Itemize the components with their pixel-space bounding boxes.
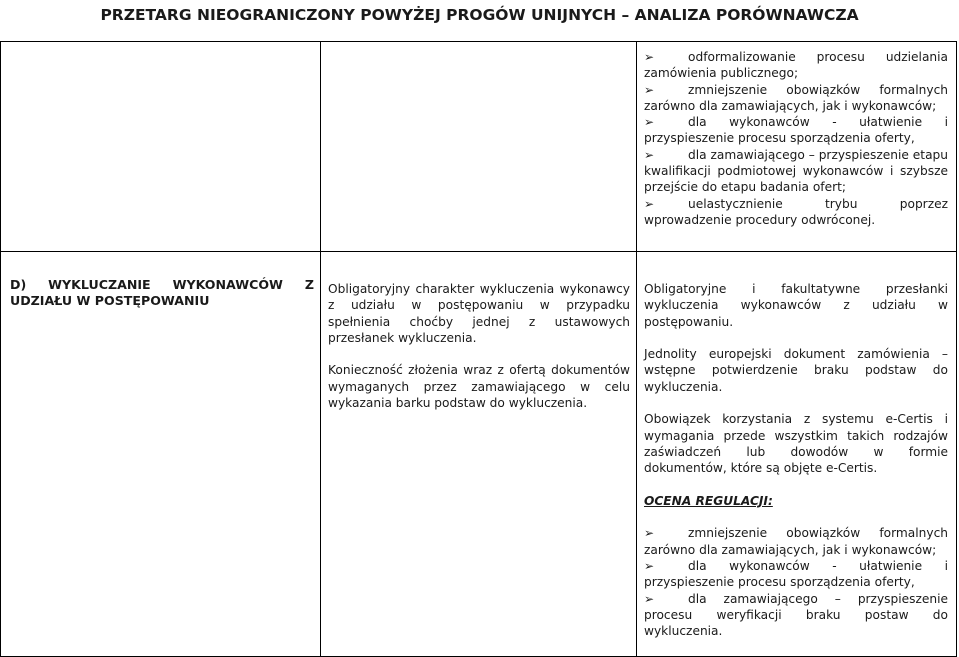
list-item: ➢ dla zamawiającego – przyspieszenie procesu weryfikacji braku postaw do wykluczenia. [644, 591, 948, 639]
paragraph: Obligatoryjny charakter wykluczenia wykonawcy z udziału w postępowaniu w przypadku spełnienia choćby jednej z ustawowych przesłanek wykluczenia. [328, 282, 630, 345]
section-d-col3 [644, 281, 948, 640]
list-item: ➢ dla zamawiającego – przyspieszenie etapu kwalifikacji podmiotowej wykonawców i szybsze przejście do etapu badania ofert; [644, 147, 948, 195]
list-item: ➢ zmniejszenie obowiązków formalnych zarówno dla zamawiających, jak i wykonawców; [644, 526, 948, 557]
paragraph: Konieczność złożenia wraz z ofertą dokumentów wymaganych przez zamawiającego w celu wykazania barku podstaw do wykluczenia. [328, 363, 630, 411]
paragraph: Jednolity europejski dokument zamówienia – wstępne potwierdzenie braku podstaw do wykluczenia. [644, 347, 948, 394]
arrow-bullet-icon: ➢ [644, 82, 655, 97]
column-divider [636, 41, 637, 657]
arrow-bullet-icon: ➢ [644, 115, 655, 130]
arrow-bullet-icon: ➢ [644, 50, 655, 64]
arrow-bullet-icon: ➢ [644, 559, 655, 574]
list-item: ➢ uelastycznienie trybu poprzez wprowadzenie procedury odwróconej. [644, 196, 948, 227]
section-d-col2 [328, 281, 630, 411]
arrow-bullet-icon: ➢ [644, 591, 655, 606]
paragraph: Obowiązek korzystania z systemu e-Certis i wymagania przede wszystkim takich rodzajów zaświadczeń lub dowodów w formie dokumentów, które są objęte e-Certis. [644, 412, 948, 476]
list-item: ➢ dla wykonawców - ułatwienie i przyspieszenie procesu sporządzenia oferty, [644, 559, 948, 590]
row-divider [0, 251, 957, 252]
list-item: ➢ dla wykonawców - ułatwienie i przyspieszenie procesu sporządzenia oferty, [644, 115, 948, 146]
page-title: PRZETARG NIEOGRANICZONY POWYŻEJ PROGÓW UNIJNYCH – ANALIZA PORÓWNAWCZA [100, 6, 859, 24]
list-item: ➢ odformalizowanie procesu udzielania zamówienia publicznego; [644, 50, 948, 81]
list-item: ➢ zmniejszenie obowiązków formalnych zarówno dla zamawiających, jak i wykonawców; [644, 82, 948, 113]
top-row-col3 [644, 49, 948, 228]
section-d-label: D) WYKLUCZANIE WYKONAWCÓW Z UDZIAŁU W POSTĘPOWANIU [10, 277, 314, 309]
arrow-bullet-icon: ➢ [644, 196, 655, 211]
arrow-bullet-icon: ➢ [644, 526, 655, 541]
arrow-bullet-icon: ➢ [644, 147, 655, 162]
evaluation-heading: OCENA REGULACJI: [644, 493, 773, 508]
column-divider [320, 41, 321, 657]
paragraph: Obligatoryjne i fakultatywne przesłanki wykluczenia wykonawców z udziału w postępowaniu. [644, 282, 948, 329]
